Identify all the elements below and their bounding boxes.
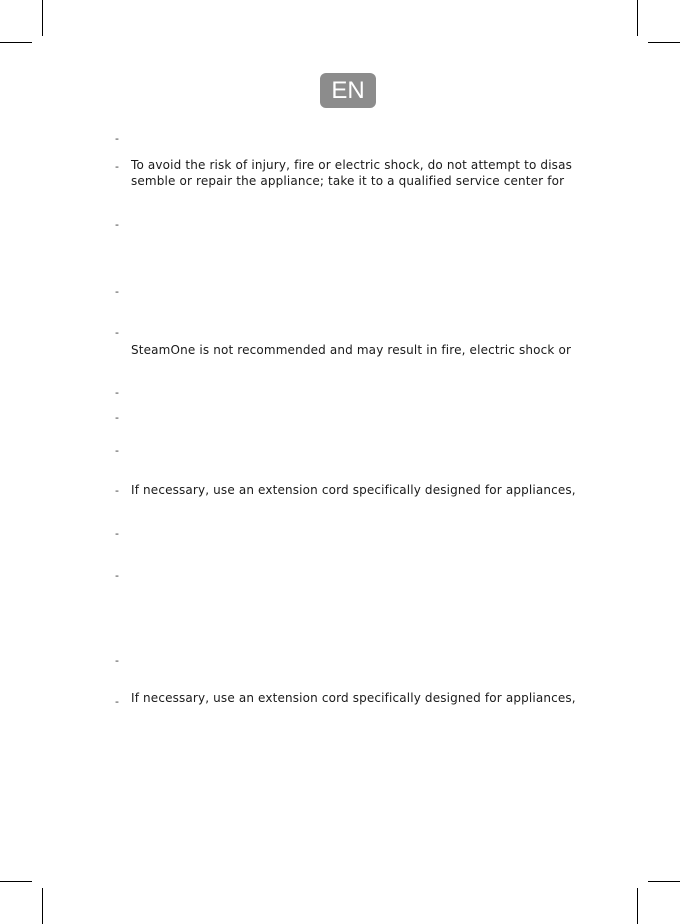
crop-mark-bottom-right-vertical [637,888,638,924]
list-item-text-line: SteamOne is not recommended and may result in fire, electric shock or [131,343,572,357]
crop-mark-bottom-right-horizontal [648,881,680,882]
bullet-marker: - [115,132,119,145]
bullet-marker: - [115,285,119,298]
list-item-text-line: If necessary, use an extension cord specifically designed for appliances, [131,691,576,705]
crop-mark-bottom-left-horizontal [0,881,32,882]
crop-mark-top-left-horizontal [0,42,32,43]
bullet-marker: - [115,218,119,231]
list-item-text-line: semble or repair the appliance; take it to a qualified service center for [131,174,565,188]
bullet-marker: - [115,484,119,497]
list-item-text-line: To avoid the risk of injury, fire or electric shock, do not attempt to disas [131,158,572,172]
list-item-text-line: If necessary, use an extension cord specifically designed for appliances, [131,483,576,497]
crop-mark-bottom-left-vertical [42,888,43,924]
bullet-marker: - [115,444,119,457]
bullet-marker: - [115,695,119,708]
language-badge: EN [320,73,376,108]
crop-mark-top-right-vertical [637,0,638,36]
bullet-marker: - [115,654,119,667]
bullet-marker: - [115,160,119,173]
bullet-marker: - [115,527,119,540]
crop-mark-top-left-vertical [42,0,43,36]
bullet-marker: - [115,569,119,582]
crop-mark-top-right-horizontal [648,42,680,43]
bullet-marker: - [115,386,119,399]
bullet-marker: - [115,326,119,339]
bullet-marker: - [115,411,119,424]
